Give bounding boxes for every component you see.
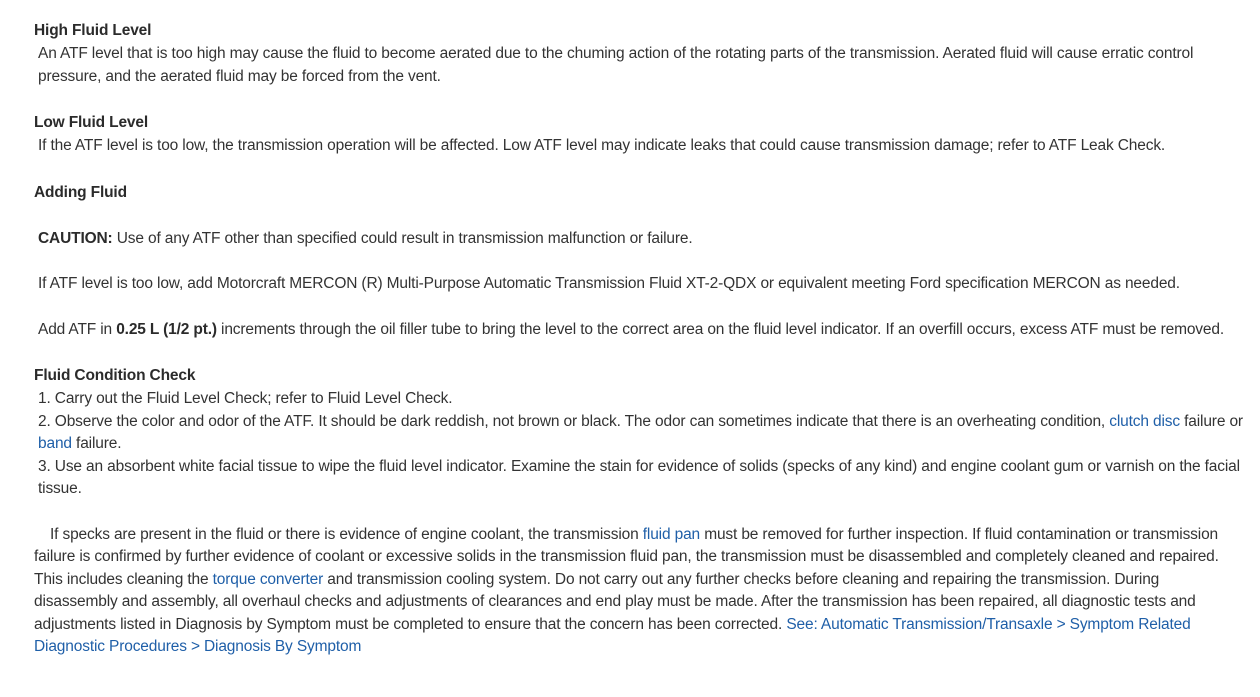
step-2-prefix: 2. Observe the color and odor of the ATF. It should be dark reddish, not brown or black. The odor can sometimes indicate that there is an overheating condition, — [38, 412, 1110, 430]
clutch-disc-link[interactable]: clutch disc — [1109, 412, 1180, 430]
diagnosis-by-symptom-link[interactable]: See: Automatic Transmission/Transaxle > Symptom Related Diagnostic Procedures > Diagnosis By Symptom — [34, 615, 1191, 655]
caution-text: Use of any ATF other than specified could result in transmission malfunction or failure. — [112, 229, 693, 247]
add-atf-suffix: increments through the oil filler tube to bring the level to the correct area on the fluid level indicator. If an overfill occurs, excess ATF must be removed. — [216, 320, 1224, 338]
band-link[interactable]: band — [38, 435, 72, 452]
step-2-suffix: failure. — [71, 435, 122, 452]
condition-check-heading: Fluid Condition Check — [34, 367, 196, 384]
step-2-mid: failure or — [1179, 412, 1243, 430]
specks-part-1: If specks are present in the fluid or there is evidence of engine coolant, the transmission — [50, 525, 643, 543]
add-atf-amount: 0.25 L (1/2 pt.) — [116, 320, 217, 338]
condition-step-1: 1. Carry out the Fluid Level Check; refer to Fluid Level Check. — [38, 390, 453, 407]
low-fluid-heading: Low Fluid Level — [34, 114, 149, 131]
add-atf-paragraph — [34, 319, 1246, 342]
specks-part-3: and transmission cooling system. Do not carry out any further checks before cleaning and repairing the transmission. During disassembly and assembly, all overhaul checks and adjustments of clearances and end play must be made. After the transmission has been repaired, all diagnostic tests and adjustments listed in Diagnosis by Symptom must be completed to ensure that the concern has been corrected. — [34, 570, 1196, 633]
add-fluid-low-text: If ATF level is too low, add Motorcraft MERCON (R) Multi-Purpose Automatic Transmission Fluid XT-2-QDX or equivalent meeting Ford specification MERCON as needed. — [38, 275, 1180, 292]
low-fluid-text: If the ATF level is too low, the transmission operation will be affected. Low ATF level may indicate leaks that could cause transmission damage; refer to ATF Leak Check. — [38, 137, 1166, 154]
add-atf-prefix: Add ATF in — [38, 320, 117, 338]
high-fluid-heading: High Fluid Level — [34, 22, 152, 39]
specks-paragraph — [34, 524, 1246, 659]
specks-part-2: must be removed for further inspection. If fluid contamination or transmission failure is confirmed by further evidence of coolant or excessive solids in the transmission fluid pan, the transmission must be disassembled and completely cleaned and repaired. This includes cleaning the — [34, 525, 1219, 588]
high-fluid-text: An ATF level that is too high may cause the fluid to become aerated due to the chuming action of the rotating parts of the transmission. Aerated fluid will cause erratic control pressure, and the aerated fluid may be forced from the vent. — [38, 45, 1194, 85]
condition-step-2 — [34, 411, 1246, 456]
fluid-pan-link[interactable]: fluid pan — [642, 525, 701, 543]
caution-paragraph — [34, 228, 1246, 251]
caution-label: CAUTION: — [38, 229, 113, 247]
condition-step-3: 3. Use an absorbent white facial tissue to wipe the fluid level indicator. Examine the stain for evidence of solids (specks of any kind) and engine coolant gum or varnish on the facial tissue. — [38, 457, 1240, 497]
adding-fluid-heading: Adding Fluid — [34, 183, 127, 201]
torque-converter-link[interactable]: torque converter — [212, 570, 324, 588]
